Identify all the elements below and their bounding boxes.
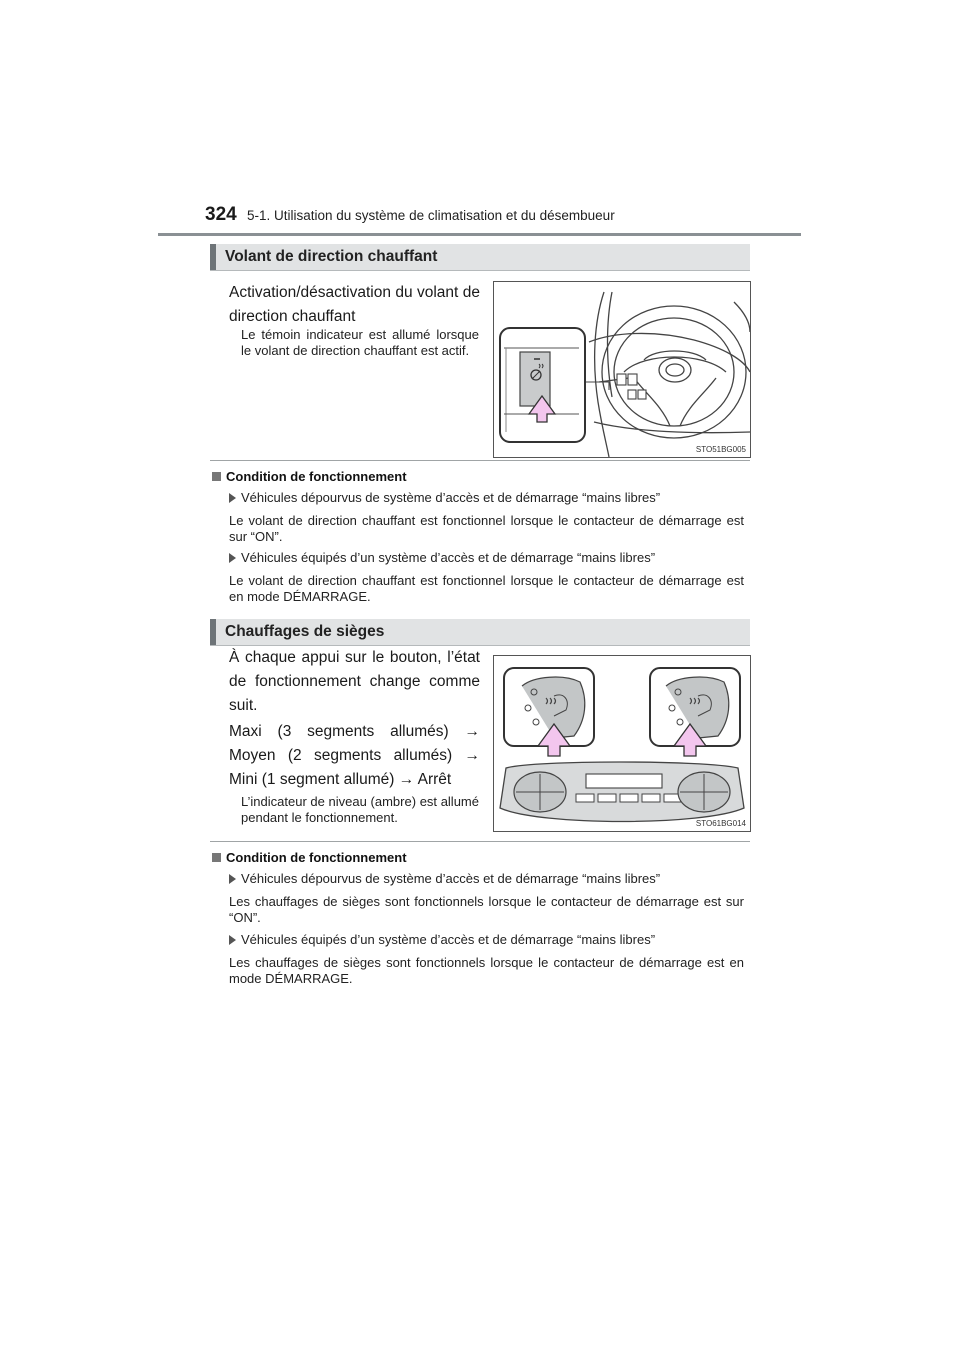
sequence-line-2: Moyen (2 segments allumés) → <box>229 747 480 764</box>
triangle-bullet-icon <box>229 874 236 884</box>
triangle-bullet-icon <box>229 493 236 503</box>
case-label: Véhicules équipés d’un système d’accès et de démarrage “mains libres” <box>241 550 656 565</box>
condition-heading-text: Condition de fonctionnement <box>226 850 407 865</box>
case-text: Les chauffages de sièges sont fonctionnels lorsque le contacteur de démarrage est en mode DÉMARRAGE. <box>229 955 744 986</box>
sequence-line-3: Mini (1 segment allumé) → Arrêt <box>229 771 452 788</box>
case-label: Véhicules dépourvus de système d’accès et de démarrage “mains libres” <box>241 871 661 886</box>
case-without-smart-key <box>229 871 660 886</box>
case-without-smart-key <box>229 490 660 505</box>
triangle-bullet-icon <box>229 935 236 945</box>
header-rule <box>158 233 801 236</box>
square-bullet-icon <box>212 472 221 481</box>
section-rule <box>210 460 750 461</box>
case-with-smart-key <box>229 550 655 565</box>
figure-code: STO51BG005 <box>695 445 746 454</box>
square-bullet-icon <box>212 853 221 862</box>
chapter-title: 5-1. Utilisation du système de climatisation et du désembueur <box>247 208 615 223</box>
case-text: Les chauffages de sièges sont fonctionnels lorsque le contacteur de démarrage est sur “ON”. <box>229 894 744 925</box>
condition-heading <box>212 469 407 484</box>
figure-code: STO61BG014 <box>695 819 746 828</box>
sequence-line-1: Maxi (3 segments allumés) → <box>229 723 480 740</box>
level-indicator-note: L’indicateur de niveau (ambre) est allumé pendant le fonctionnement. <box>241 794 479 825</box>
section-accent <box>210 244 216 271</box>
indicator-note: Le témoin indicateur est allumé lorsque le volant de direction chauffant est actif. <box>241 327 479 358</box>
page-number: 324 <box>205 204 237 225</box>
lead-text: À chaque appui sur le bouton, l’état de fonctionnement change comme suit. <box>229 649 480 714</box>
case-text: Le volant de direction chauffant est fonctionnel lorsque le contacteur de démarrage est en mode DÉMARRAGE. <box>229 573 744 604</box>
lead-text: Activation/désactivation du volant de direction chauffant <box>229 284 480 325</box>
case-label: Véhicules équipés d’un système d’accès et de démarrage “mains libres” <box>241 932 656 947</box>
steering-wheel-figure <box>493 281 751 458</box>
case-label: Véhicules dépourvus de système d’accès et de démarrage “mains libres” <box>241 490 661 505</box>
steering-wheel-illustration <box>494 282 750 457</box>
section-heading-heated-steering <box>210 244 750 271</box>
section-rule <box>210 841 750 842</box>
section-accent <box>210 619 216 646</box>
triangle-bullet-icon <box>229 553 236 563</box>
section-title: Volant de direction chauffant <box>225 248 438 265</box>
condition-heading <box>212 850 407 865</box>
section-title: Chauffages de sièges <box>225 623 385 640</box>
seat-heater-figure <box>493 655 751 832</box>
condition-heading-text: Condition de fonctionnement <box>226 469 407 484</box>
case-with-smart-key <box>229 932 655 947</box>
section-heading-seat-heaters <box>210 619 750 646</box>
case-text: Le volant de direction chauffant est fonctionnel lorsque le contacteur de démarrage est sur “ON”. <box>229 513 744 544</box>
section-underline <box>210 270 750 271</box>
seat-heater-illustration <box>494 656 750 831</box>
